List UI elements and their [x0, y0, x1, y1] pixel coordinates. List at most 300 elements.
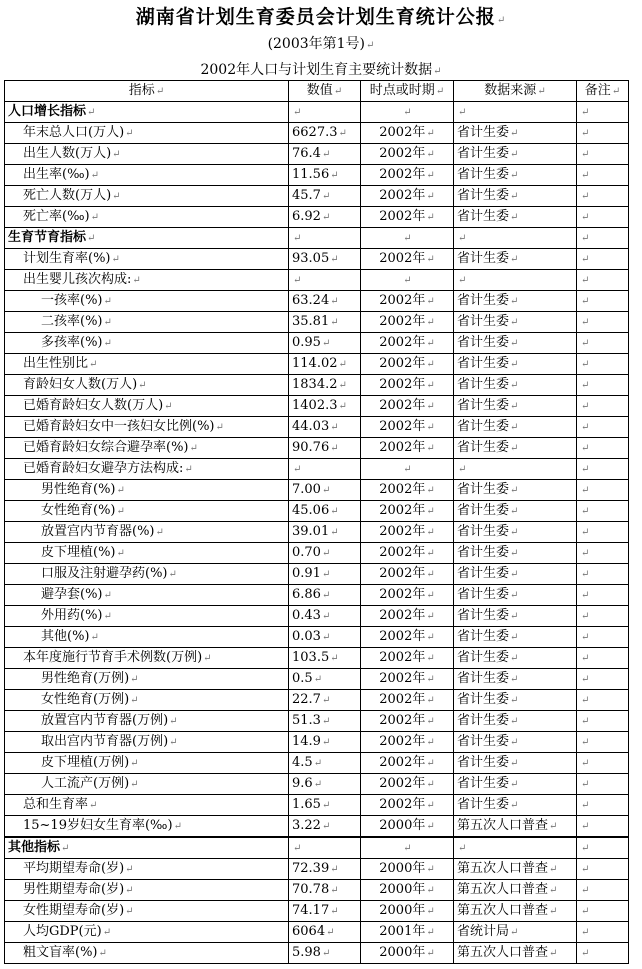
table-row: [5, 165, 629, 186]
paragraph-mark-icon: ↵: [321, 191, 331, 202]
cell-value: 0.70↵: [289, 543, 361, 564]
cell-note: [577, 228, 629, 249]
cell-indicator: 出生婴儿孩次构成:↵: [5, 270, 289, 291]
cell-value: 45.06↵: [289, 501, 361, 522]
cell-period: 2002年↵: [361, 438, 454, 459]
table-row: [5, 816, 629, 838]
cell-note: [577, 564, 629, 585]
paragraph-mark-icon: ↵: [321, 149, 331, 160]
cell-value: 74.17↵: [289, 901, 361, 922]
cell-value: 39.01↵: [289, 522, 361, 543]
cell-indicator: 本年度施行节育手术例数(万例)↵: [5, 648, 289, 669]
cell-value: 0.91↵: [289, 564, 361, 585]
paragraph-mark-icon: ↵: [581, 927, 590, 938]
paragraph-mark-icon: ↵: [581, 906, 590, 917]
cell-indicator: 男性绝育(万例)↵: [5, 669, 289, 690]
cell-source: 省计生委↵: [454, 732, 577, 753]
cell-value: 45.7↵: [289, 186, 361, 207]
paragraph-mark-icon: ↵: [103, 296, 112, 307]
cell-period: [361, 459, 454, 480]
paragraph-mark-icon: ↵: [321, 632, 331, 643]
paragraph-mark-icon: ↵: [125, 864, 134, 875]
cell-period: 2002年↵: [361, 690, 454, 711]
paragraph-mark-icon: ↵: [510, 716, 519, 727]
paragraph-mark-icon: ↵: [426, 885, 435, 896]
cell-period: 2002年↵: [361, 312, 454, 333]
paragraph-mark-icon: ↵: [581, 800, 590, 811]
cell-value: 1834.2↵: [289, 375, 361, 396]
cell-indicator: 取出宫内节育器(万例)↵: [5, 732, 289, 753]
subtitle-text: (2003年第1号): [267, 36, 366, 52]
paragraph-mark-icon: ↵: [338, 359, 347, 370]
cell-note: [577, 774, 629, 795]
paragraph-mark-icon: ↵: [426, 927, 435, 938]
paragraph-mark-icon: ↵: [130, 695, 139, 706]
paragraph-mark-icon: ↵: [426, 317, 435, 328]
cell-period: 2002年↵: [361, 354, 454, 375]
cell-value: 6627.3↵: [289, 123, 361, 144]
cell-note: [577, 522, 629, 543]
cell-source: 省计生委↵: [454, 186, 577, 207]
cell-indicator: 外用药(%)↵: [5, 606, 289, 627]
cell-value: 0.5↵: [289, 669, 361, 690]
paragraph-mark-icon: ↵: [103, 338, 112, 349]
cell-value: 103.5↵: [289, 648, 361, 669]
cell-period: 2002年↵: [361, 123, 454, 144]
paragraph-mark-icon: ↵: [130, 758, 139, 769]
cell-indicator: 避孕套(%)↵: [5, 585, 289, 606]
paragraph-mark-icon: ↵: [426, 191, 435, 202]
paragraph-mark-icon: ↵: [426, 758, 435, 769]
table-row: [5, 648, 629, 669]
cell-indicator: 死亡率(‰)↵: [5, 207, 289, 228]
cell-source: 省计生委↵: [454, 249, 577, 270]
cell-value: 0.43↵: [289, 606, 361, 627]
cell-value: [289, 102, 361, 123]
paragraph-mark-icon: ↵: [125, 885, 134, 896]
cell-note: [577, 438, 629, 459]
cell-note: [577, 375, 629, 396]
cell-source: 省计生委↵: [454, 753, 577, 774]
cell-note: [577, 543, 629, 564]
paragraph-mark-icon: ↵: [90, 632, 99, 643]
cell-source: [454, 228, 577, 249]
cell-value: 6.92↵: [289, 207, 361, 228]
paragraph-mark-icon: ↵: [321, 611, 331, 622]
cell-indicator: 人均GDP(元)↵: [5, 922, 289, 943]
paragraph-mark-icon: ↵: [330, 296, 339, 307]
paragraph-mark-icon: ↵: [426, 948, 435, 959]
paragraph-mark-icon: ↵: [510, 170, 519, 181]
paragraph-mark-icon: ↵: [330, 422, 339, 433]
cell-value: 22.7↵: [289, 690, 361, 711]
cell-value: 9.6↵: [289, 774, 361, 795]
cell-period: 2000年↵: [361, 943, 454, 964]
paragraph-mark-icon: ↵: [330, 653, 339, 664]
paragraph-mark-icon: ↵: [168, 569, 177, 580]
paragraph-mark-icon: ↵: [330, 527, 339, 538]
paragraph-mark-icon: ↵: [330, 864, 339, 875]
paragraph-mark-icon: ↵: [403, 843, 412, 854]
paragraph-mark-icon: ↵: [426, 212, 435, 223]
paragraph-mark-icon: ↵: [549, 885, 558, 896]
paragraph-mark-icon: ↵: [549, 948, 558, 959]
paragraph-mark-icon: ↵: [510, 380, 519, 391]
cell-indicator: 已婚育龄妇女人数(万人)↵: [5, 396, 289, 417]
cell-period: 2002年↵: [361, 795, 454, 816]
paragraph-mark-icon: ↵: [510, 927, 519, 938]
cell-period: 2002年↵: [361, 648, 454, 669]
paragraph-mark-icon: ↵: [510, 779, 519, 790]
cell-period: 2002年↵: [361, 627, 454, 648]
paragraph-mark-icon: ↵: [321, 800, 331, 811]
cell-note: [577, 312, 629, 333]
table-row: [5, 249, 629, 270]
cell-note: [577, 837, 629, 859]
cell-value: 11.56↵: [289, 165, 361, 186]
cell-note: [577, 291, 629, 312]
table-row: [5, 417, 629, 438]
cell-note: [577, 795, 629, 816]
paragraph-mark-icon: ↵: [496, 15, 507, 26]
cell-note: [577, 459, 629, 480]
cell-value: 1402.3↵: [289, 396, 361, 417]
cell-source: 省计生委↵: [454, 669, 577, 690]
paragraph-mark-icon: ↵: [581, 464, 590, 475]
cell-note: [577, 333, 629, 354]
cell-value: 0.95↵: [289, 333, 361, 354]
cell-note: [577, 901, 629, 922]
table-row: [5, 585, 629, 606]
paragraph-mark-icon: ↵: [426, 695, 435, 706]
paragraph-mark-icon: ↵: [426, 443, 435, 454]
cell-indicator: 女性绝育(万例)↵: [5, 690, 289, 711]
paragraph-mark-icon: ↵: [426, 128, 435, 139]
paragraph-mark-icon: ↵: [215, 422, 224, 433]
paragraph-mark-icon: ↵: [293, 464, 302, 475]
cell-source: 省计生委↵: [454, 165, 577, 186]
paragraph-mark-icon: ↵: [510, 695, 519, 706]
paragraph-mark-icon: ↵: [510, 674, 519, 685]
section-row: [5, 102, 629, 123]
table-row: [5, 627, 629, 648]
table-row: [5, 396, 629, 417]
cell-period: 2002年↵: [361, 606, 454, 627]
paragraph-mark-icon: ↵: [426, 800, 435, 811]
paragraph-mark-icon: ↵: [293, 233, 302, 244]
cell-indicator: 男性绝育(%)↵: [5, 480, 289, 501]
cell-source: 省计生委↵: [454, 123, 577, 144]
cell-indicator: 放置宫内节育器(%)↵: [5, 522, 289, 543]
document-title: [0, 2, 642, 29]
cell-source: 省计生委↵: [454, 417, 577, 438]
cell-note: [577, 165, 629, 186]
paragraph-mark-icon: ↵: [581, 779, 590, 790]
paragraph-mark-icon: ↵: [581, 948, 590, 959]
cell-source: [454, 837, 577, 859]
table-row: [5, 901, 629, 922]
paragraph-mark-icon: ↵: [321, 716, 331, 727]
table-row: [5, 606, 629, 627]
paragraph-mark-icon: ↵: [203, 653, 212, 664]
paragraph-mark-icon: ↵: [87, 233, 96, 244]
paragraph-mark-icon: ↵: [169, 716, 178, 727]
paragraph-mark-icon: ↵: [403, 107, 412, 118]
cell-indicator: 其他指标↵: [5, 837, 289, 859]
cell-period: 2000年↵: [361, 880, 454, 901]
cell-period: 2000年↵: [361, 816, 454, 838]
paragraph-mark-icon: ↵: [581, 527, 590, 538]
cell-value: 0.03↵: [289, 627, 361, 648]
cell-note: [577, 396, 629, 417]
cell-period: 2000年↵: [361, 901, 454, 922]
table-row: [5, 501, 629, 522]
cell-indicator: 女性期望寿命(岁)↵: [5, 901, 289, 922]
cell-source: 第五次人口普查↵: [454, 859, 577, 880]
cell-source: 省计生委↵: [454, 354, 577, 375]
table-row: [5, 522, 629, 543]
table-row: [5, 333, 629, 354]
cell-note: [577, 270, 629, 291]
cell-indicator: 人工流产(万例)↵: [5, 774, 289, 795]
paragraph-mark-icon: ↵: [510, 800, 519, 811]
cell-value: 6064↵: [289, 922, 361, 943]
cell-indicator: 已婚育龄妇女中一孩妇女比例(%)↵: [5, 417, 289, 438]
paragraph-mark-icon: ↵: [426, 569, 435, 580]
cell-value: [289, 270, 361, 291]
paragraph-mark-icon: ↵: [458, 233, 467, 244]
paragraph-mark-icon: ↵: [581, 233, 590, 244]
paragraph-mark-icon: ↵: [321, 821, 331, 832]
cell-value: 3.22↵: [289, 816, 361, 838]
paragraph-mark-icon: ↵: [581, 338, 590, 349]
paragraph-mark-icon: ↵: [581, 170, 590, 181]
cell-note: [577, 943, 629, 964]
cell-source: 第五次人口普查↵: [454, 901, 577, 922]
cell-source: 省计生委↵: [454, 711, 577, 732]
cell-period: 2002年↵: [361, 291, 454, 312]
paragraph-mark-icon: ↵: [549, 906, 558, 917]
paragraph-mark-icon: ↵: [321, 338, 331, 349]
paragraph-mark-icon: ↵: [426, 338, 435, 349]
paragraph-mark-icon: ↵: [581, 506, 590, 517]
paragraph-mark-icon: ↵: [581, 380, 590, 391]
header-indicator: 指标↵: [5, 81, 289, 102]
paragraph-mark-icon: ↵: [111, 254, 120, 265]
paragraph-mark-icon: ↵: [98, 948, 107, 959]
cell-indicator: 男性期望寿命(岁)↵: [5, 880, 289, 901]
cell-note: [577, 417, 629, 438]
paragraph-mark-icon: ↵: [313, 758, 323, 769]
paragraph-mark-icon: ↵: [510, 611, 519, 622]
paragraph-mark-icon: ↵: [581, 107, 590, 118]
cell-note: [577, 711, 629, 732]
cell-period: 2002年↵: [361, 186, 454, 207]
paragraph-mark-icon: ↵: [426, 149, 435, 160]
paragraph-mark-icon: ↵: [510, 149, 519, 160]
paragraph-mark-icon: ↵: [426, 737, 435, 748]
paragraph-mark-icon: ↵: [338, 380, 347, 391]
cell-indicator: 已婚育龄妇女综合避孕率(%)↵: [5, 438, 289, 459]
cell-note: [577, 102, 629, 123]
cell-value: 63.24↵: [289, 291, 361, 312]
paragraph-mark-icon: ↵: [581, 149, 590, 160]
paragraph-mark-icon: ↵: [330, 170, 339, 181]
paragraph-mark-icon: ↵: [426, 401, 435, 412]
cell-indicator: 一孩率(%)↵: [5, 291, 289, 312]
cell-note: [577, 480, 629, 501]
cell-period: 2002年↵: [361, 564, 454, 585]
cell-value: [289, 837, 361, 859]
paragraph-mark-icon: ↵: [173, 821, 182, 832]
paragraph-mark-icon: ↵: [426, 864, 435, 875]
paragraph-mark-icon: ↵: [426, 422, 435, 433]
cell-period: [361, 837, 454, 859]
paragraph-mark-icon: ↵: [426, 590, 435, 601]
cell-source: 省统计局↵: [454, 922, 577, 943]
paragraph-mark-icon: ↵: [90, 212, 99, 223]
paragraph-mark-icon: ↵: [87, 107, 96, 118]
cell-source: 省计生委↵: [454, 795, 577, 816]
cell-value: 72.39↵: [289, 859, 361, 880]
paragraph-mark-icon: ↵: [581, 737, 590, 748]
cell-period: [361, 270, 454, 291]
cell-source: 第五次人口普查↵: [454, 816, 577, 838]
paragraph-mark-icon: ↵: [510, 254, 519, 265]
paragraph-mark-icon: ↵: [330, 506, 339, 517]
paragraph-mark-icon: ↵: [321, 590, 331, 601]
paragraph-mark-icon: ↵: [581, 485, 590, 496]
cell-period: 2002年↵: [361, 774, 454, 795]
table-row: [5, 270, 629, 291]
cell-period: 2002年↵: [361, 207, 454, 228]
table-title: [0, 59, 642, 79]
cell-indicator: 女性绝育(%)↵: [5, 501, 289, 522]
paragraph-mark-icon: ↵: [510, 485, 519, 496]
cell-indicator: 放置宫内节育器(万例)↵: [5, 711, 289, 732]
paragraph-mark-icon: ↵: [510, 191, 519, 202]
table-row: [5, 354, 629, 375]
paragraph-mark-icon: ↵: [510, 569, 519, 580]
cell-note: [577, 501, 629, 522]
paragraph-mark-icon: ↵: [293, 843, 302, 854]
paragraph-mark-icon: ↵: [426, 170, 435, 181]
title-text: 湖南省计划生育委员会计划生育统计公报: [135, 6, 496, 28]
table-title-text: 2002年人口与计划生育主要统计数据: [200, 62, 433, 78]
cell-source: 省计生委↵: [454, 438, 577, 459]
cell-source: 省计生委↵: [454, 585, 577, 606]
cell-period: 2002年↵: [361, 144, 454, 165]
paragraph-mark-icon: ↵: [321, 737, 331, 748]
paragraph-mark-icon: ↵: [581, 758, 590, 769]
cell-indicator: 粗文盲率(%)↵: [5, 943, 289, 964]
cell-period: 2002年↵: [361, 165, 454, 186]
paragraph-mark-icon: ↵: [90, 170, 99, 181]
cell-source: 省计生委↵: [454, 648, 577, 669]
paragraph-mark-icon: ↵: [169, 737, 178, 748]
cell-indicator: 育龄妇女人数(万人)↵: [5, 375, 289, 396]
paragraph-mark-icon: ↵: [581, 128, 590, 139]
paragraph-mark-icon: ↵: [581, 422, 590, 433]
paragraph-mark-icon: ↵: [321, 948, 331, 959]
cell-source: 省计生委↵: [454, 312, 577, 333]
paragraph-mark-icon: ↵: [330, 317, 339, 328]
table-row: [5, 711, 629, 732]
paragraph-mark-icon: ↵: [321, 548, 331, 559]
cell-period: [361, 228, 454, 249]
paragraph-mark-icon: ↵: [313, 779, 323, 790]
cell-period: 2002年↵: [361, 669, 454, 690]
cell-source: 省计生委↵: [454, 522, 577, 543]
table-row: [5, 207, 629, 228]
table-row: [5, 564, 629, 585]
cell-period: 2002年↵: [361, 732, 454, 753]
paragraph-mark-icon: ↵: [89, 359, 98, 370]
paragraph-mark-icon: ↵: [510, 632, 519, 643]
cell-indicator: 皮下埋植(%)↵: [5, 543, 289, 564]
cell-indicator: 已婚育龄妇女避孕方法构成:↵: [5, 459, 289, 480]
table-row: [5, 859, 629, 880]
paragraph-mark-icon: ↵: [510, 548, 519, 559]
paragraph-mark-icon: ↵: [403, 233, 412, 244]
cell-value: 5.98↵: [289, 943, 361, 964]
paragraph-mark-icon: ↵: [581, 632, 590, 643]
paragraph-mark-icon: ↵: [293, 275, 302, 286]
paragraph-mark-icon: ↵: [426, 359, 435, 370]
cell-period: 2002年↵: [361, 585, 454, 606]
paragraph-mark-icon: ↵: [164, 401, 173, 412]
paragraph-mark-icon: ↵: [426, 674, 435, 685]
table-row: [5, 880, 629, 901]
paragraph-mark-icon: ↵: [426, 716, 435, 727]
paragraph-mark-icon: ↵: [321, 485, 331, 496]
table-body: [5, 102, 629, 964]
paragraph-mark-icon: ↵: [189, 443, 198, 454]
paragraph-mark-icon: ↵: [510, 359, 519, 370]
cell-period: 2001年↵: [361, 922, 454, 943]
cell-indicator: 年末总人口(万人)↵: [5, 123, 289, 144]
cell-indicator: 15~19岁妇女生育率(‰)↵: [5, 816, 289, 838]
paragraph-mark-icon: ↵: [581, 590, 590, 601]
cell-note: [577, 354, 629, 375]
cell-period: 2002年↵: [361, 543, 454, 564]
cell-note: [577, 585, 629, 606]
paragraph-mark-icon: ↵: [581, 821, 590, 832]
paragraph-mark-icon: ↵: [61, 843, 70, 854]
cell-indicator: 皮下埋植(万例)↵: [5, 753, 289, 774]
paragraph-mark-icon: ↵: [581, 653, 590, 664]
cell-source: 省计生委↵: [454, 501, 577, 522]
table-row: [5, 123, 629, 144]
header-value: 数值↵: [289, 81, 361, 102]
cell-source: 省计生委↵: [454, 144, 577, 165]
paragraph-mark-icon: ↵: [458, 107, 467, 118]
paragraph-mark-icon: ↵: [125, 906, 134, 917]
cell-period: 2002年↵: [361, 480, 454, 501]
cell-note: [577, 880, 629, 901]
paragraph-mark-icon: ↵: [510, 128, 519, 139]
paragraph-mark-icon: ↵: [426, 254, 435, 265]
cell-value: 4.5↵: [289, 753, 361, 774]
paragraph-mark-icon: ↵: [155, 527, 164, 538]
table-row: [5, 375, 629, 396]
section-row: [5, 228, 629, 249]
paragraph-mark-icon: ↵: [510, 212, 519, 223]
paragraph-mark-icon: ↵: [510, 506, 519, 517]
paragraph-mark-icon: ↵: [138, 380, 147, 391]
cell-indicator: 二孩率(%)↵: [5, 312, 289, 333]
cell-period: 2002年↵: [361, 333, 454, 354]
